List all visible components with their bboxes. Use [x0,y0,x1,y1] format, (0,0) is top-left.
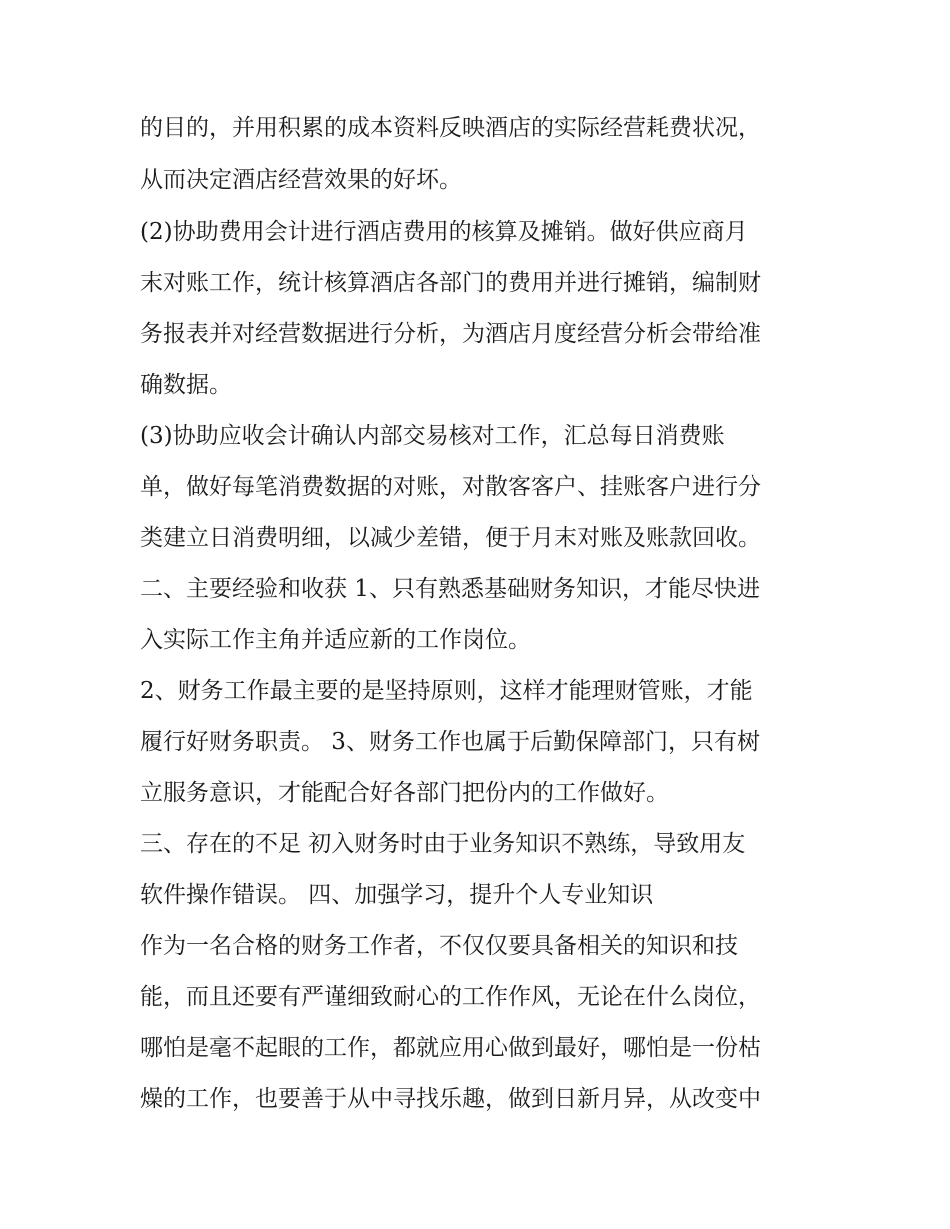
text-line: 三、存在的不足 初入财务时由于业务知识不熟练，导致用友 [140,831,746,857]
text-line: 立服务意识，才能配合好各部门把份内的工作做好。 [140,780,669,806]
text-line: 的目的，并用积累的成本资料反映酒店的实际经营耗费状况， [140,115,761,141]
text-line: 燥的工作，也要善于从中寻找乐趣，做到日新月异，从改变中 [140,1086,761,1112]
text-line: 履行好财务职责。 3、财务工作也属于后勤保障部门，只有树 [140,729,760,755]
text-line: 务报表并对经营数据进行分析，为酒店月度经营分析会带给准 [140,321,761,347]
text-line: 二、主要经验和收获 1、只有熟悉基础财务知识，才能尽快进 [140,576,760,602]
text-line: 能，而且还要有严谨细致耐心的工作作风，无论在什么岗位， [140,984,761,1010]
text-line: 从而决定酒店经营效果的好坏。 [140,167,462,193]
text-line: 哪怕是毫不起眼的工作，都就应用心做到最好，哪怕是一份枯 [140,1035,761,1061]
text-line: 软件操作错误。 四、加强学习，提升个人专业知识 [140,882,654,908]
text-line: 末对账工作，统计核算酒店各部门的费用并进行摊销，编制财 [140,270,761,296]
text-line: 单，做好每笔消费数据的对账，对散客客户、挂账客户进行分 [140,474,761,500]
text-line: 类建立日消费明细，以减少差错，便于月末对账及账款回收。 [140,525,761,551]
text-line: 2、财务工作最主要的是坚持原则，这样才能理财管账，才能 [140,678,753,704]
text-line: (2)协助费用会计进行酒店费用的核算及摊销。做好供应商月 [140,219,748,245]
text-line: (3)协助应收会计确认内部交易核对工作，汇总每日消费账 [140,423,725,449]
text-line: 入实际工作主角并适应新的工作岗位。 [140,627,531,653]
text-line: 确数据。 [140,372,232,398]
text-line: 作为一名合格的财务工作者，不仅仅要具备相关的知识和技 [140,933,738,959]
